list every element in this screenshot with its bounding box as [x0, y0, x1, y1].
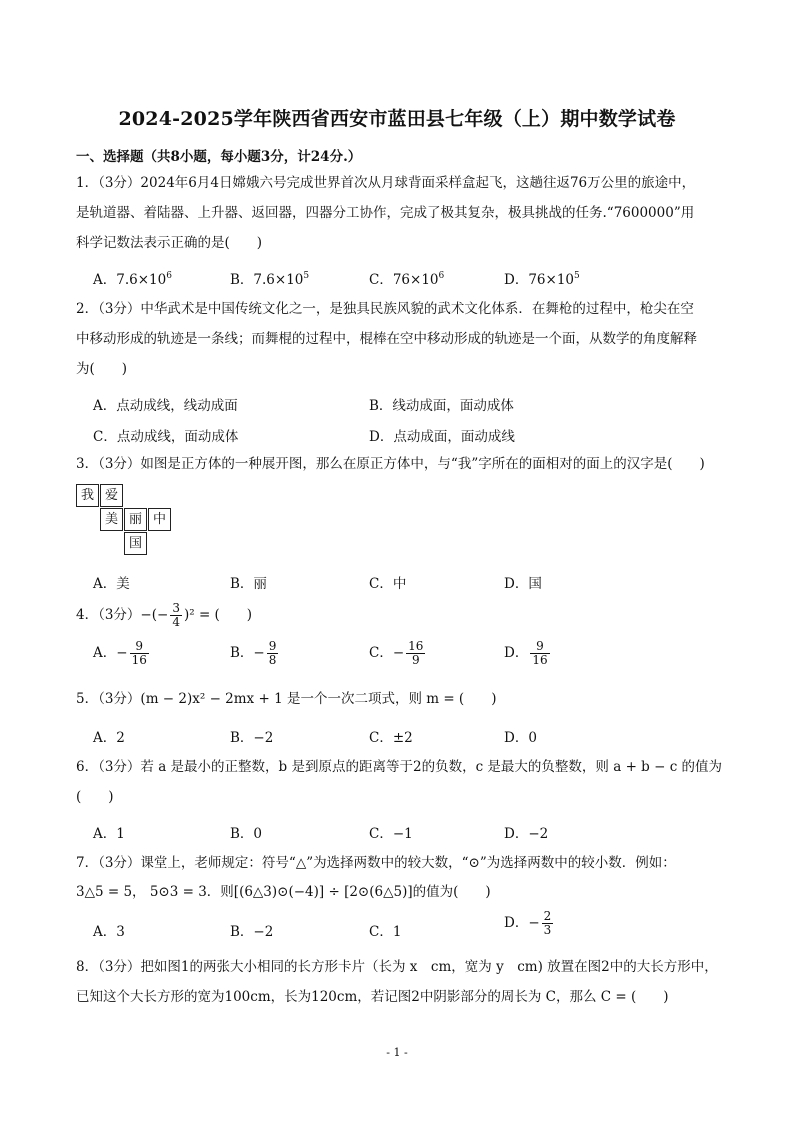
q6-option-b: B．0: [230, 826, 263, 842]
q8-line-2: 已知这个大长方形的宽为100cm，长为120cm，若记图2中阴影部分的周长为 C，那么 C = ( ): [76, 989, 669, 1005]
q7-option-d: D．− $\frac{2}{3}$: [504, 909, 552, 937]
q7-option-b: B．−2: [230, 924, 274, 940]
net-cell-guo: 国: [124, 532, 147, 555]
q1-line-1: 1．（3分）2024年6月4日嫦娥六号完成世界首次从月球背面采样盒起飞，这趟往返76万公里的旅途中，: [76, 175, 696, 191]
q1-option-d: D．$76\times 10^5$: [504, 271, 580, 288]
q1-option-c: C．$76\times 10^6$: [369, 271, 445, 288]
q5-option-b: B．−2: [230, 730, 274, 746]
q2-line-3: 为( ): [76, 361, 128, 377]
net-cell-mei: 美: [100, 508, 123, 531]
q5-option-c: C．±2: [369, 730, 413, 746]
q3-line-1: 3．（3分）如图是正方体的一种展开图，那么在原正方体中，与“我”字所在的面相对的面上的汉字是( ): [76, 456, 705, 472]
q4-line-1: 4．（3分）−(− $\frac{3}{4}$ )² = ( ): [76, 601, 253, 629]
q7-line-1: 7．（3分）课堂上，老师规定：符号“△”为选择两数中的较大数，“⊙”为选择两数中的较小数．例如：: [76, 855, 676, 871]
q4-option-c: C．− $\frac{16}{9}$: [369, 639, 424, 667]
q2-option-d: D．点动成面，面动成线: [369, 429, 515, 445]
q6-option-a: A．1: [93, 826, 125, 842]
q6-option-d: D．−2: [504, 826, 549, 842]
q2-line-2: 中移动形成的轨迹是一条线；而舞棍的过程中，棍棒在空中移动形成的轨迹是一个面，从数学的角度解释: [76, 331, 697, 347]
net-cell-zhong: 中: [148, 508, 171, 531]
q6-option-c: C．−1: [369, 826, 413, 842]
q7-option-c: C．1: [369, 924, 402, 940]
q2-line-1: 2．（3分）中华武术是中国传统文化之一，是独具民族风貌的武术文化体系．在舞枪的过程中，枪尖在空: [76, 301, 694, 317]
q5-option-a: A．2: [93, 730, 125, 746]
q1-line-3: 科学记数法表示正确的是( ): [76, 235, 263, 251]
net-cell-ai: 爱: [100, 484, 123, 507]
q6-line-2: ( ): [76, 789, 114, 805]
q4-option-a: A．− $\frac{9}{16}$: [93, 639, 147, 667]
net-cell-li: 丽: [124, 508, 147, 531]
q1-line-2: 是轨道器、着陆器、上升器、返回器，四器分工协作，完成了极其复杂，极具挑战的任务.“7600000”用: [76, 205, 695, 221]
q5-option-d: D．0: [504, 730, 537, 746]
q7-option-a: A．3: [93, 924, 125, 940]
q7-line-2: 3△5 = 5， 5⊙3 = 3．则[(6△3)⊙(−4)] ÷ [2⊙(6△5)]的值为( ): [76, 884, 491, 900]
q3-option-c: C．中: [369, 576, 407, 592]
q3-option-d: D．国: [504, 576, 542, 592]
section-heading: 一、选择题（共8小题，每小题3分，计24分.）: [76, 149, 362, 165]
q2-option-c: C．点动成线，面动成体: [93, 429, 239, 445]
q3-option-a: A．美: [93, 576, 130, 592]
q1-option-a: A．$7.6\times 10^6$: [93, 271, 172, 288]
q2-option-a: A．点动成线，线动成面: [93, 398, 238, 414]
q3-option-b: B．丽: [230, 576, 267, 592]
q4-fraction: $\frac{3}{4}$: [172, 601, 180, 629]
cube-net-figure: [76, 484, 186, 560]
page-number: - 1 -: [386, 1046, 408, 1059]
page-title: 2024-2025学年陕西省西安市蓝田县七年级（上）期中数学试卷: [118, 108, 676, 130]
q2-option-b: B．线动成面，面动成体: [369, 398, 514, 414]
q5-line-1: 5．（3分）(m − 2)x² − 2mx + 1 是一个一次二项式，则 m = ( ): [76, 691, 497, 707]
net-cell-wo: 我: [76, 484, 99, 507]
q4-option-d: D． $\frac{9}{16}$: [504, 639, 548, 667]
q8-line-1: 8．（3分）把如图1的两张大小相同的长方形卡片（长为 x cm，宽为 y cm) 放置在图2中的大长方形中，: [76, 959, 718, 975]
q1-option-b: B．$7.6\times 10^5$: [230, 271, 310, 288]
q4-option-b: B．− $\frac{9}{8}$: [230, 639, 277, 667]
q6-line-1: 6．（3分）若 a 是最小的正整数，b 是到原点的距离等于2的负数，c 是最大的负整数，则 a + b − c 的值为: [76, 759, 723, 775]
